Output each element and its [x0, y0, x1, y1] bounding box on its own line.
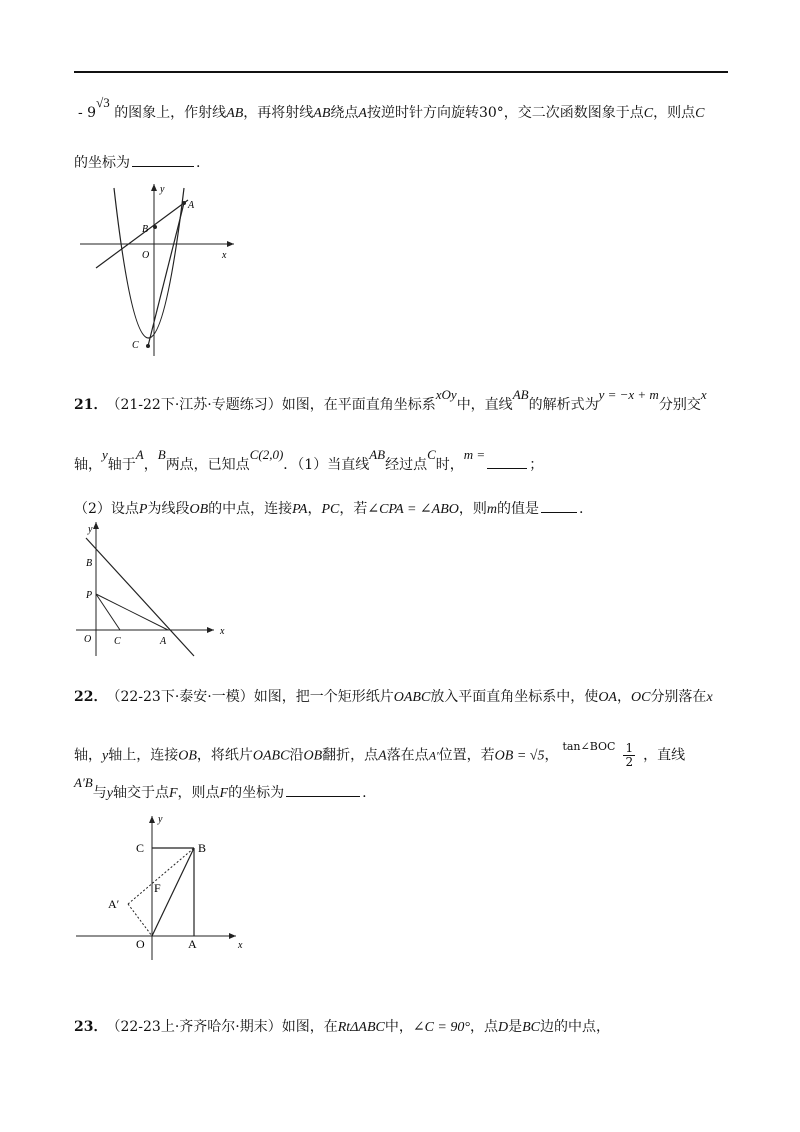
q20-text: 按逆时针方向旋转30°，交二次函数图象于点: [366, 105, 644, 121]
math-ob-eq: OB = √5: [494, 748, 545, 764]
math-oc: OC: [630, 690, 651, 705]
label-a-prime: A′: [108, 897, 120, 911]
q21-answer-blank-1[interactable]: [487, 468, 527, 469]
math-f: F: [219, 786, 229, 801]
x-arrow-icon: [229, 933, 236, 939]
q22-text: 翻折，点: [322, 747, 379, 764]
y-arrow-icon: [149, 816, 155, 823]
q23-line-1: [74, 1018, 610, 1037]
math-ab: AB: [512, 387, 529, 402]
q22-text: ，直线: [643, 747, 686, 764]
header-rule: [74, 71, 728, 73]
q20-c: C: [643, 106, 654, 121]
label-y: y: [88, 524, 93, 535]
q21-line-2: [74, 447, 544, 474]
math-equation: y = −x + m: [598, 387, 659, 402]
math-tan: tan∠BOC: [562, 739, 616, 753]
label-a: A: [188, 200, 195, 211]
math-y: y: [102, 748, 109, 764]
label-y: y: [160, 184, 165, 195]
q21-text: 轴，: [74, 457, 102, 473]
q22-text: 轴上，连接: [108, 747, 179, 764]
math-ab: AB: [369, 447, 386, 462]
math-rt-abc: RtΔABC: [337, 1020, 385, 1035]
label-a: A: [188, 937, 197, 951]
math-f: F: [168, 786, 178, 801]
label-c: C: [114, 636, 121, 647]
q21-text: 经过点: [385, 457, 428, 473]
label-o: O: [142, 250, 150, 261]
q22-text: 的坐标为: [228, 785, 285, 801]
q22-text: 放入平面直角坐标系中，使: [430, 689, 599, 705]
x-arrow-icon: [227, 241, 234, 247]
math-ob: OB: [189, 502, 209, 517]
q20-prefix: - 9: [78, 105, 97, 121]
question-source: （22-23下·泰安·一模）: [113, 689, 254, 705]
q22-text: 落在点: [386, 747, 429, 764]
math-pc: PC: [321, 502, 340, 517]
q21-text: 为线段: [147, 501, 190, 517]
question-source: （22-23上·齐齐哈尔·期末）: [113, 1019, 282, 1035]
q23-text: 中，: [384, 1019, 413, 1035]
point-a: [182, 201, 186, 205]
math-y: y: [106, 786, 113, 801]
math-b: B: [157, 447, 166, 462]
question-number: 23．: [74, 1019, 108, 1035]
q22-text: 分别落在: [650, 689, 707, 705]
math-point-c: C(2,0): [249, 447, 284, 462]
q20-ab: AB: [313, 106, 331, 121]
q21-text: 轴于: [107, 457, 136, 473]
q21-figure: [76, 518, 236, 660]
math-ob: OB: [178, 748, 197, 764]
q22-line-1: [74, 688, 713, 707]
label-o: O: [84, 634, 92, 645]
q22-text: 与: [92, 785, 107, 801]
q21-answer-blank-2[interactable]: [541, 512, 577, 513]
label-c: C: [136, 841, 145, 855]
question-number: 21．: [74, 397, 108, 413]
q22-text: 位置，若: [438, 747, 495, 764]
label-c: C: [132, 340, 139, 351]
q21-text: 两点，已知点: [165, 457, 250, 473]
q20-answer-blank[interactable]: [132, 166, 194, 167]
label-x: x: [220, 626, 225, 637]
fraction-denominator: 2: [625, 755, 634, 769]
label-x: x: [222, 250, 227, 261]
q22-text: ，: [616, 689, 631, 705]
q20-text: ，则点: [653, 105, 696, 121]
q20-text: 的坐标为: [74, 155, 130, 171]
segment-pc: [96, 594, 120, 630]
q21-text: ；: [529, 457, 544, 473]
label-b: B: [198, 841, 207, 855]
q22-text: 轴交于点: [112, 785, 169, 801]
question-number: 22．: [74, 689, 108, 705]
q20-c: C: [695, 106, 705, 121]
label-y: y: [158, 814, 163, 825]
q22-line-3: [74, 775, 367, 803]
q22-text: 如图，把一个矩形纸片: [253, 689, 394, 705]
label-x: x: [238, 940, 243, 951]
q21-text: （2）设点: [74, 501, 139, 517]
q20-a: A: [358, 106, 367, 121]
q21-text: ，若: [339, 501, 368, 517]
math-oa: OA: [598, 690, 617, 705]
y-arrow-icon: [93, 522, 99, 529]
q20-text: ，再将射线: [243, 105, 314, 121]
q22-text: 轴，: [74, 747, 102, 764]
q22-line-2: [74, 739, 686, 769]
q22-answer-blank[interactable]: [286, 796, 360, 797]
q23-text: 如图，在: [281, 1019, 338, 1035]
math-x: x: [700, 387, 707, 402]
q21-text: 时，: [435, 457, 464, 473]
math-bc: BC: [522, 1020, 540, 1035]
label-a: A: [160, 636, 167, 647]
math-ob: OB: [303, 748, 323, 764]
label-o: O: [136, 937, 145, 951]
q23-text: ，点: [469, 1019, 498, 1035]
math-a: A: [378, 748, 387, 764]
q21-text: ，: [143, 457, 158, 473]
math-m: m: [486, 502, 497, 517]
math-angle-c: ∠C = 90°: [412, 1020, 470, 1035]
math-a: A: [135, 447, 144, 462]
q21-text: 的值是: [497, 501, 539, 517]
q22-text: ，则点: [177, 785, 220, 801]
fraction-half: [623, 742, 635, 769]
q22-figure: [76, 812, 256, 962]
math-pa: PA: [292, 502, 308, 517]
q20-line-1: [78, 95, 705, 123]
segment-o-a-prime: [128, 904, 152, 936]
math-oabc: OABC: [393, 690, 431, 705]
math-angle: ∠CPA = ∠ABO: [367, 502, 459, 517]
math-d: D: [497, 1020, 509, 1035]
segment-a-prime-b: [128, 848, 194, 904]
q23-text: 是: [508, 1019, 523, 1035]
q21-text: ，则: [458, 501, 487, 517]
q22-text: ，: [544, 747, 559, 764]
label-b: B: [86, 558, 93, 569]
q21-text: 的解析式为: [528, 397, 599, 413]
label-b: B: [142, 224, 149, 235]
q20-line-2: [74, 154, 200, 172]
q20-ab: AB: [226, 106, 244, 121]
math-x: x: [706, 690, 713, 705]
math-y: y: [102, 447, 108, 462]
q21-line-3: [74, 500, 583, 519]
question-source: （21-22下·江苏·专题练习）: [113, 397, 282, 413]
fraction-numerator: 1: [625, 741, 634, 755]
q20-text: 绕点: [330, 105, 359, 121]
x-arrow-icon: [207, 627, 214, 633]
math-c: C: [427, 447, 436, 462]
point-b: [153, 225, 157, 229]
q22-text: .: [362, 785, 367, 801]
math-xoy: xOy: [435, 387, 457, 402]
y-arrow-icon: [151, 184, 157, 191]
math-a-prime-b: A′B: [74, 775, 93, 790]
label-f: F: [154, 881, 161, 895]
q23-text: 边的中点，: [540, 1019, 610, 1035]
ray-ac: [148, 203, 184, 346]
math-p: P: [138, 502, 148, 517]
q20-text: 的图象上，作射线: [114, 105, 227, 121]
math-oabc: OABC: [252, 748, 290, 764]
q21-text: 的中点，连接: [208, 501, 293, 517]
point-c: [146, 344, 150, 348]
q21-text: ．（1）当直线: [283, 457, 370, 473]
q20-end: .: [196, 155, 201, 171]
segment-pa: [96, 594, 168, 630]
q22-text: ，将纸片: [196, 747, 253, 764]
label-p: P: [86, 590, 93, 601]
math-m-eq: m =: [463, 447, 486, 462]
sqrt-label: √3: [96, 95, 110, 110]
q21-text: 如图，在平面直角坐标系: [281, 397, 436, 413]
q21-line-1: [74, 387, 707, 414]
math-a-prime: A′: [428, 748, 439, 763]
q22-text: 沿: [289, 747, 304, 764]
q21-text: 分别交: [658, 397, 701, 413]
q20-figure: [76, 178, 246, 358]
q21-text: .: [579, 501, 584, 517]
q21-text: ，: [307, 501, 322, 517]
q21-text: 中，直线: [456, 397, 513, 413]
